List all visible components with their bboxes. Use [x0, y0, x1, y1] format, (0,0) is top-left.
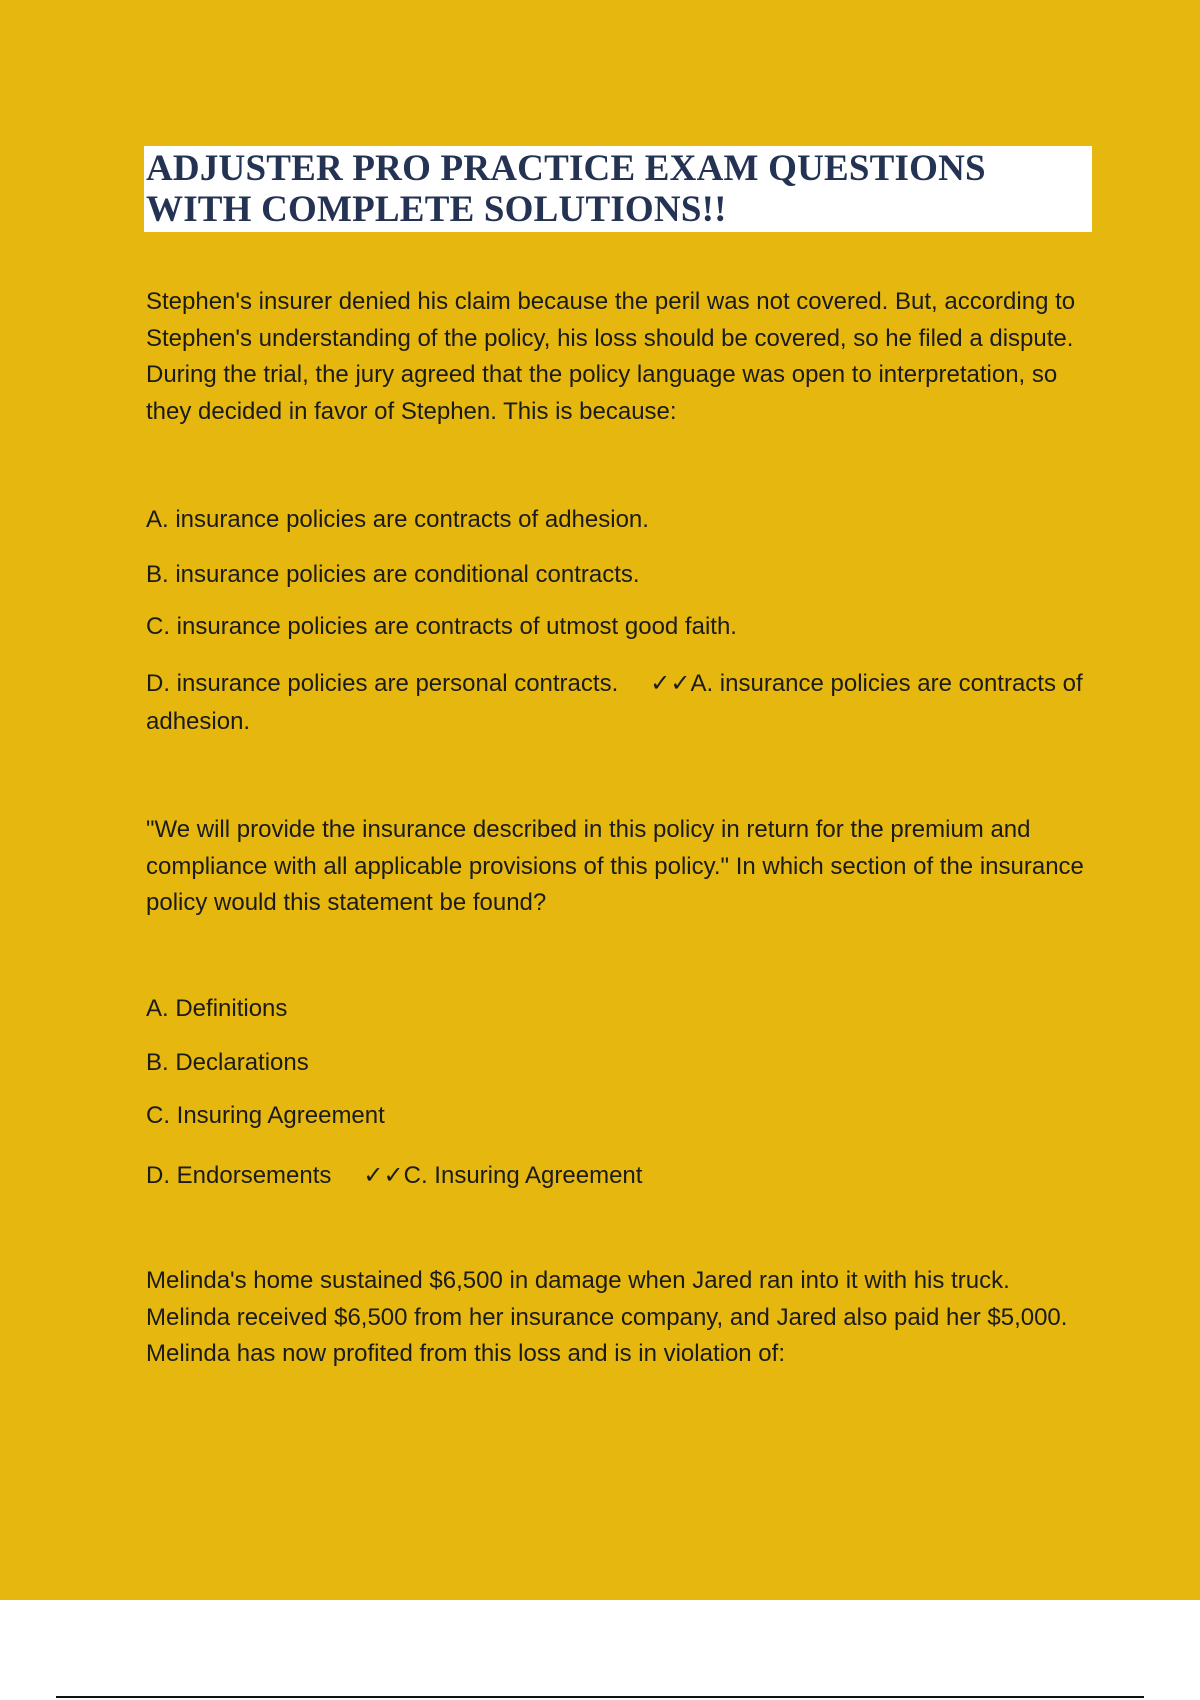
document-title: ADJUSTER PRO PRACTICE EXAM QUESTIONS WITH COMPLETE SOLUTIONS!!	[146, 148, 986, 230]
question-1-option-c: C. insurance policies are contracts of utmost good faith.	[146, 613, 737, 640]
question-2-option-b: B. Declarations	[146, 1049, 309, 1076]
question-2-answer	[363, 1162, 642, 1189]
question-2-option-c: C. Insuring Agreement	[146, 1102, 385, 1129]
question-2-answer-text: C. Insuring Agreement	[403, 1162, 643, 1189]
question-2-option-d: D. Endorsements	[146, 1162, 332, 1189]
question-1-answer-text: A. insurance policies are contracts of adhesion.	[146, 670, 1083, 735]
question-1-option-a: A. insurance policies are contracts of adhesion.	[146, 506, 649, 533]
question-1-option-d: D. insurance policies are personal contracts.	[146, 670, 619, 697]
double-check-icon: ✓✓	[363, 1161, 404, 1189]
question-1-text: Stephen's insurer denied his claim because the peril was not covered. But, according to Stephen's understanding of the policy, his loss should be covered, so he filed a dispute. During the trial, the jury agreed that the policy language was open to interpretation, so they decided in favor of Stephen. This is because:	[146, 288, 1076, 425]
question-1-option-b: B. insurance policies are conditional contracts.	[146, 561, 640, 588]
footer-divider	[56, 1696, 1144, 1698]
title-box	[144, 146, 1092, 232]
question-2-option-a: A. Definitions	[146, 995, 288, 1022]
question-1-option-d-with-answer	[146, 664, 1096, 741]
question-2-option-d-with-answer	[146, 1160, 1096, 1191]
double-check-icon: ✓✓	[650, 669, 691, 697]
question-3-text: Melinda's home sustained $6,500 in damage when Jared ran into it with his truck. Melinda received $6,500 from her insurance company, and Jared also paid her $5,000. Melinda has now profited from this loss and is in violation of:	[146, 1267, 1068, 1367]
question-2-text: "We will provide the insurance described in this policy in return for the premium and compliance with all applicable provisions of this policy." In which section of the insurance policy would this statement be found?	[146, 816, 1084, 916]
